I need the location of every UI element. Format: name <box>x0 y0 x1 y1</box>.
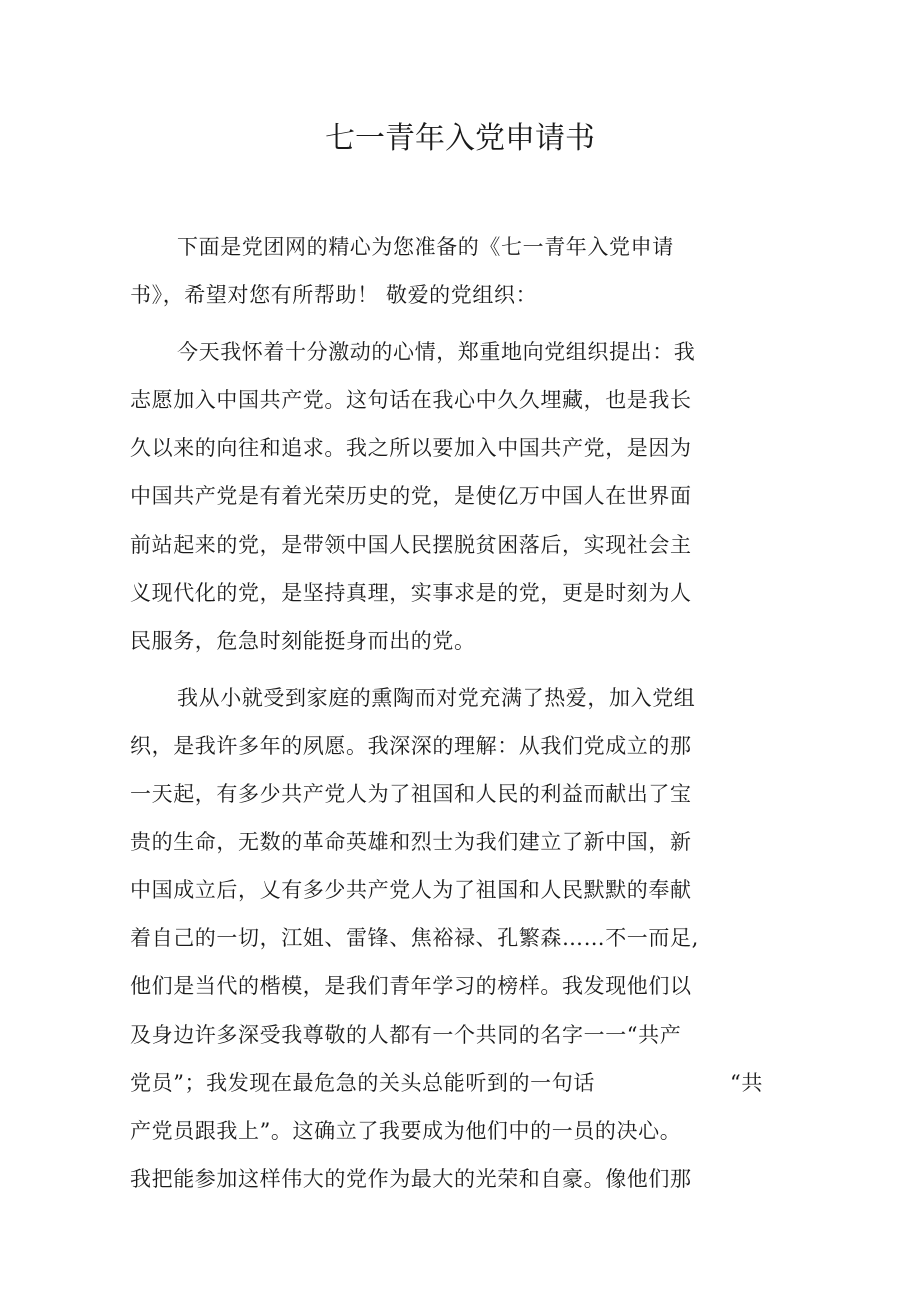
paragraph-line: 织，是我许多年的夙愿。我深深的理解：从我们党成立的那 <box>130 733 692 758</box>
paragraph-line-split <box>130 1059 780 1107</box>
paragraph-line: 及身边许多深受我尊敬的人都有一个共同的名字一一“共产 <box>130 1022 682 1047</box>
paragraph-line: 我把能参加这样伟大的党作为最大的光荣和自豪。像他们那 <box>130 1166 692 1191</box>
paragraph-line: 我从小就受到家庭的熏陶而对党充满了热爱，加入党组 <box>177 685 696 710</box>
paragraph-line: 他们是当代的楷模，是我们青年学习的榜样。我发现他们以 <box>130 974 692 999</box>
paragraph-line: 着自己的一切，江姐、雷锋、焦裕禄、孔繁森……不一而足, <box>130 926 699 951</box>
paragraph-line: 义现代化的党，是坚持真理，实事求是的党，更是时刻为人 <box>130 580 692 605</box>
intro-line: 下面是党团网的精心为您准备的《七一青年入党申请 <box>177 235 674 259</box>
paragraph-line: 久以来的向往和追求。我之所以要加入中国共产党，是因为 <box>130 436 692 461</box>
paragraph-line: 志愿加入中国共产党。这句话在我心中久久埋藏，也是我长 <box>130 388 692 413</box>
paragraph-line: 产党员跟我上”。这确立了我要成为他们中的一员的决心。 <box>130 1118 682 1143</box>
paragraph-line: 民服务，危急时刻能挺身而出的党。 <box>130 628 476 653</box>
document-title: 七一青年入党申请书 <box>325 121 595 156</box>
split-line-left: 党员”；我发现在最危急的关头总能听到的一句话 <box>130 1070 595 1095</box>
paragraph-line: 贵的生命，无数的革命英雄和烈士为我们建立了新中国，新 <box>130 830 692 855</box>
paragraph-line: 中国共产党是有着光荣历史的党，是使亿万中国人在世界面 <box>130 484 692 509</box>
paragraph-line: 今天我怀着十分激动的心情，郑重地向党组织提出：我 <box>177 340 696 365</box>
document-body <box>130 223 780 1203</box>
intro-line: 书》，希望对您有所帮助！ 敬爱的党组织： <box>130 283 538 308</box>
paragraph-line: 前站起来的党，是带领中国人民摆脱贫困落后，实现社会主 <box>130 532 692 557</box>
paragraph-line: 中国成立后，乂有多少共产党人为了祖国和人民默默的奉献 <box>130 878 692 903</box>
paragraph-line: 一天起，有多少共产党人为了祖国和人民的利益而献出了宝 <box>130 782 692 807</box>
split-line-right: “共 <box>730 1070 763 1095</box>
